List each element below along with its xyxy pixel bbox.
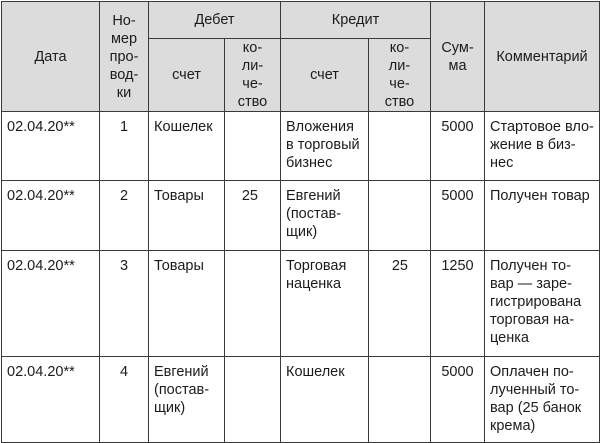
table-row [2,112,600,181]
table-row [2,251,600,357]
ledger-table [1,1,600,443]
cell-number: 1 [100,112,149,181]
table-row [2,357,600,443]
cell-date: 02.04.20** [2,181,100,251]
header-entry-number: Но- мер про- вод- ки [100,2,149,112]
cell-credit-quantity [369,181,431,251]
cell-credit-account: Вложения в торговый бизнес [281,112,369,181]
cell-credit-account: Евгений (постав- щик) [281,181,369,251]
cell-sum: 1250 [431,251,485,357]
cell-credit-quantity [369,112,431,181]
header-comment: Комментарий [485,2,600,112]
cell-sum: 5000 [431,357,485,443]
cell-number: 4 [100,357,149,443]
cell-date: 02.04.20** [2,357,100,443]
cell-credit-account: Торговая наценка [281,251,369,357]
table-row [2,181,600,251]
header-credit: Кредит [281,2,431,39]
cell-debit-quantity [225,251,281,357]
cell-date: 02.04.20** [2,251,100,357]
cell-credit-account: Кошелек [281,357,369,443]
table-body [2,112,600,443]
cell-comment: Получен товар [485,181,600,251]
header-debit-account: счет [149,39,225,112]
cell-comment: Стартовое вло- жение в биз- нес [485,112,600,181]
cell-date: 02.04.20** [2,112,100,181]
cell-credit-quantity [369,357,431,443]
header-debit-quantity: ко- ли- че- ство [225,39,281,112]
header-date: Дата [2,2,100,112]
cell-comment: Оплачен по- лученный то- вар (25 банок крема) [485,357,600,443]
cell-credit-quantity: 25 [369,251,431,357]
cell-sum: 5000 [431,112,485,181]
cell-debit-account: Товары [149,181,225,251]
cell-debit-account: Товары [149,251,225,357]
header-credit-account: счет [281,39,369,112]
cell-debit-quantity [225,357,281,443]
header-debit: Дебет [149,2,281,39]
cell-number: 2 [100,181,149,251]
cell-debit-account: Евгений (постав- щик) [149,357,225,443]
cell-number: 3 [100,251,149,357]
cell-comment: Получен то- вар — заре- гистрирована торговая на- ценка [485,251,600,357]
cell-debit-account: Кошелек [149,112,225,181]
header-credit-quantity: ко- ли- че- ство [369,39,431,112]
cell-debit-quantity: 25 [225,181,281,251]
cell-sum: 5000 [431,181,485,251]
header-sum: Сум- ма [431,2,485,112]
cell-debit-quantity [225,112,281,181]
table-header [2,2,600,112]
